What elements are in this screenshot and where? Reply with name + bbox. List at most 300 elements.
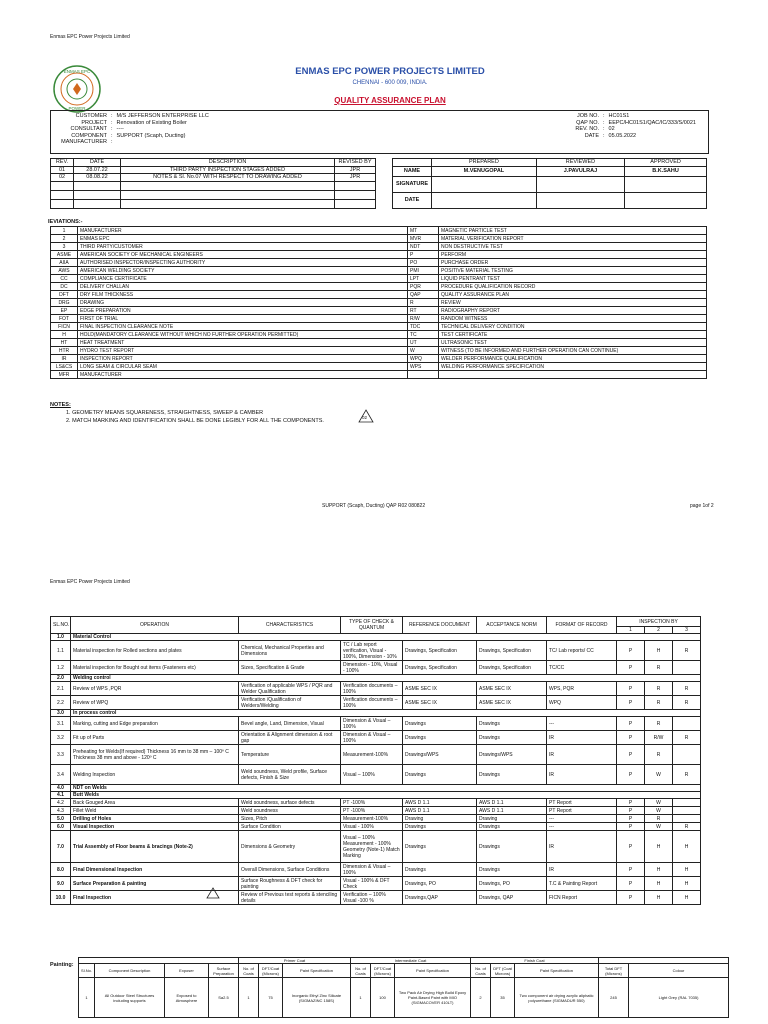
abbr-cell: THIRD PARTY/CUSTOMER	[78, 243, 408, 251]
cell-ref: Drawings	[403, 731, 477, 745]
abbr-cell: 1	[51, 227, 78, 235]
sig-cell	[625, 192, 707, 208]
cell-ch: Verification of applicable WPS / PQR and Welder Qualification	[239, 682, 341, 696]
rev-cell: 08.08.22	[74, 174, 121, 182]
abbr-row	[51, 355, 707, 363]
cell-tc: Visual – 100%	[341, 765, 403, 785]
cell-fmt: PT Report	[547, 799, 617, 807]
cell-op: Material inspection for Rolled sections and plates	[71, 641, 239, 661]
cell-acc: Drawings	[477, 765, 547, 785]
abbr-cell: WELDER PERFORMANCE QUALIFICATION	[439, 355, 707, 363]
section-title: Welding control	[71, 675, 701, 682]
cell-acc: Drawings	[477, 823, 547, 831]
abbr-cell: UT	[408, 339, 439, 347]
abbr-cell: EP	[51, 307, 78, 315]
abbr-cell: TC	[408, 331, 439, 339]
table-row	[393, 192, 707, 208]
table-row	[51, 661, 701, 675]
abbr-cell: LS&CS	[51, 363, 78, 371]
abbr-cell: QAP	[408, 291, 439, 299]
info-value: 05.05.2022	[608, 132, 637, 139]
sl-cell: 4.1	[51, 792, 71, 799]
cell-op: Welding Inspection	[71, 765, 239, 785]
cell-c: H	[673, 891, 701, 905]
abbr-cell: PO	[408, 259, 439, 267]
table-row	[393, 166, 707, 176]
sig-cell	[536, 176, 624, 192]
abbr-cell: WPS	[408, 363, 439, 371]
cell-c: R	[673, 641, 701, 661]
cell-b: W	[645, 807, 673, 815]
paint-col-header: No. of Coats	[471, 964, 491, 978]
abbr-cell: MVR	[408, 235, 439, 243]
abbr-row	[51, 323, 707, 331]
sig-cell	[432, 176, 537, 192]
paint-group-header: Intermediate Coat	[351, 958, 471, 964]
abbr-cell: LONG SEAM & CIRCULAR SEAM	[78, 363, 408, 371]
cell-tc: TC / Lab report verification, Visual - 100%, Dimension - 10%	[341, 641, 403, 661]
cell-ch: Temperature	[239, 745, 341, 765]
cell-acc: Drawings	[477, 863, 547, 877]
abbr-cell: R	[408, 299, 439, 307]
paint-group-header: Finish Coat	[471, 958, 599, 964]
cell-b: W	[645, 765, 673, 785]
paint-cell: Light Grey (RAL 7035)	[629, 978, 729, 1018]
abbr-cell: DELIVERY CHALLAN	[78, 283, 408, 291]
cell-fmt: PT Report	[547, 807, 617, 815]
paint-col-header: Component Description	[95, 964, 165, 978]
info-value: SUPPORT (Scaph, Ducting)	[116, 132, 186, 139]
info-value	[115, 139, 211, 146]
abbr-cell: AMERICAN WELDING SOCIETY	[78, 267, 408, 275]
paint-cell: Inorganic Ethyl Zinc Silicate (SIGMAZINC 158S)	[283, 978, 351, 1018]
cell-sl: 5.0	[51, 815, 71, 823]
abbr-row	[51, 275, 707, 283]
rev-header: DATE	[74, 159, 121, 167]
abbr-cell: HT	[51, 339, 78, 347]
abbr-cell: MAGNETIC PARTICLE TEST	[439, 227, 707, 235]
paint-col-header: DFT/Coat (Microns)	[371, 964, 395, 978]
abbr-row	[51, 371, 707, 379]
table-row	[51, 877, 701, 891]
table-row	[51, 190, 376, 199]
paint-cell: Two component air drying acrylic aliphatic polyurethane (SIGMADUR 550)	[515, 978, 599, 1018]
cell-op: Marking, cutting and Edge preparation	[71, 717, 239, 731]
cell-fmt: IR	[547, 831, 617, 863]
sig-header: APPROVED	[625, 159, 707, 167]
rev-header: REV.	[51, 159, 74, 167]
abbr-cell: WELDING PERFORMANCE SPECIFICATION	[439, 363, 707, 371]
cell-op: Fit up of Parts	[71, 731, 239, 745]
cell-fmt: IR	[547, 765, 617, 785]
info-value: EEPC/HC01S1/QAC/IC/333/S/0021	[608, 119, 696, 126]
abbr-cell: CC	[51, 275, 78, 283]
cell-tc: Visual - 100% & DFT Check	[341, 877, 403, 891]
table-row	[51, 891, 701, 905]
table-row	[393, 176, 707, 192]
cell-ch: Weld soundness, Weld profile, Surface defects, Finish & Size	[239, 765, 341, 785]
abbr-cell: HEAT TREATMENT	[78, 339, 408, 347]
cell-b: H	[645, 641, 673, 661]
abbr-row	[51, 339, 707, 347]
sig-header: REVIEWED	[536, 159, 624, 167]
sl-cell: 4.0	[51, 785, 71, 792]
rev-header: DESCRIPTION	[121, 159, 335, 167]
abbr-cell: TEST CERTIFICATE	[439, 331, 707, 339]
cell-fmt: FICN Report	[547, 891, 617, 905]
revision-table	[50, 158, 376, 209]
cell-ch: Chemical, Mechanical Properties and Dimensions	[239, 641, 341, 661]
abbr-cell: W	[408, 347, 439, 355]
paint-col-header: Exposer	[165, 964, 209, 978]
cell-a: P	[617, 661, 645, 675]
cell-sl: 4.3	[51, 807, 71, 815]
cell-ref: Drawings, PO	[403, 877, 477, 891]
company-name: ENMAS EPC POWER PROJECTS LIMITED	[295, 66, 485, 77]
abbreviations-title: IEVIATIONS:-	[48, 219, 83, 225]
section-row	[51, 785, 701, 792]
cell-sl: 3.2	[51, 731, 71, 745]
abbr-cell: PURCHASE ORDER	[439, 259, 707, 267]
section-row	[51, 675, 701, 682]
cell-b: H	[645, 863, 673, 877]
cell-ch: Weld soundness	[239, 807, 341, 815]
abbr-cell: NDT	[408, 243, 439, 251]
abbr-cell: MATERIAL VERIFICATION REPORT	[439, 235, 707, 243]
info-label: CONSULTANT	[70, 126, 107, 132]
paint-cell: Sa2.5	[209, 978, 239, 1018]
abbr-cell: FIRST OF TRIAL	[78, 315, 408, 323]
cell-sl: 3.1	[51, 717, 71, 731]
page1-footer-center: SUPPORT (Scaph, Ducting) QAP R02 080822	[322, 503, 426, 509]
info-label: MANUFACTURER	[61, 139, 107, 145]
cell-op: Drilling of Holes	[71, 815, 239, 823]
cell-fmt: IR	[547, 863, 617, 877]
abbr-cell: R/W	[408, 315, 439, 323]
cell-b: R	[645, 717, 673, 731]
cell-a: P	[617, 765, 645, 785]
cell-ch: Surface Roughness & DFT check for painting	[239, 877, 341, 891]
abbr-cell: MFR	[51, 371, 78, 379]
abbr-cell: AIIA	[51, 259, 78, 267]
abbr-cell: FICN	[51, 323, 78, 331]
cell-tc: Dimension & Visual – 100%	[341, 731, 403, 745]
cell-ref: ASME SEC IX	[403, 682, 477, 696]
col-header-insp-3: 3	[673, 627, 701, 634]
company-city: CHENNAI - 600 009, INDIA.	[352, 80, 428, 86]
table-row	[51, 823, 701, 831]
paint-cell: Two Pack Air Drying High Build Epoxy Paint-Based Paint with MIO (SIGMACOVER 410LT)	[395, 978, 471, 1018]
cell-ref: ASME SEC IX	[403, 696, 477, 710]
abbr-cell: H	[51, 331, 78, 339]
cell-b: H	[645, 831, 673, 863]
col-header-format: FORMAT OF RECORD	[547, 617, 617, 634]
cell-b: R/W	[645, 731, 673, 745]
revision-triangle-icon	[358, 409, 374, 423]
rev-cell: JPR	[335, 166, 376, 174]
paint-col-header: Paint Specification	[283, 964, 351, 978]
cell-sl: 10.0	[51, 891, 71, 905]
abbr-cell: ASME	[51, 251, 78, 259]
rev-cell: THIRD PARTY INSPECTION STAGES ADDED	[121, 166, 335, 174]
col-header-characteristics: CHARACTERISTICS	[239, 617, 341, 634]
cell-sl: 9.0	[51, 877, 71, 891]
section-title: Material Control	[71, 634, 701, 641]
sig-header	[393, 159, 432, 167]
company-logo	[52, 64, 102, 114]
cell-op: Back Gouged Area	[71, 799, 239, 807]
cell-acc: Drawing	[477, 815, 547, 823]
abbr-cell: 2	[51, 235, 78, 243]
info-label: CUSTOMER	[75, 113, 107, 119]
table-row	[51, 696, 701, 710]
cell-sl: 7.0	[51, 831, 71, 863]
section-title: Butt Welds	[71, 792, 701, 799]
page2-header-left: Enmas EPC Power Projects Limited	[50, 579, 130, 585]
cell-ch: Surface Condition	[239, 823, 341, 831]
cell-acc: ASME SEC IX	[477, 696, 547, 710]
cell-c	[673, 745, 701, 765]
info-label: JOB NO.	[576, 113, 599, 119]
abbr-cell: AWS	[51, 267, 78, 275]
abbr-cell: WITNESS (TO BE INFORMED AND FURTHER OPERATION CAN CONTINUE)	[439, 347, 707, 355]
rev-cell: NOTES & Sl. No.07 WITH RESPECT TO DRAWING ADDED	[121, 174, 335, 182]
cell-op: Trial Assembly of Floor beams & bracings (Note-2)	[71, 831, 239, 863]
cell-fmt: TC/CC	[547, 661, 617, 675]
paint-col-header: Colour	[629, 964, 729, 978]
cell-ref: Drawing	[403, 815, 477, 823]
info-right-table: JOB NO. : HC01S1 QAP NO. : EEPC/HC01S1/QAC/IC/333/S/0021 REV. NO. : 02 DATE : 05.05.2022	[557, 113, 698, 139]
cell-ref: AWS D 1.1	[403, 807, 477, 815]
abbr-cell: 3	[51, 243, 78, 251]
abbr-cell	[408, 371, 439, 379]
cell-c: R	[673, 823, 701, 831]
cell-a: P	[617, 717, 645, 731]
abbr-cell: INSPECTION REPORT	[78, 355, 408, 363]
cell-op: Final Dimensional Inspection	[71, 863, 239, 877]
cell-op: Review of WPS ,PQR	[71, 682, 239, 696]
paint-col-header: Paint Specification	[395, 964, 471, 978]
cell-ch: Sizes, Pitch	[239, 815, 341, 823]
paint-cell: 1	[79, 978, 95, 1018]
abbr-cell: PMI	[408, 267, 439, 275]
col-header-type-check: TYPE OF CHECK & QUANTUM	[341, 617, 403, 634]
abbr-row	[51, 299, 707, 307]
table-row	[51, 745, 701, 765]
cell-tc: Visual – 100% Measurement - 100% Geometry (Note-1) Match Marking	[341, 831, 403, 863]
cell-c	[673, 799, 701, 807]
cell-tc: PT -100%	[341, 807, 403, 815]
abbr-cell: POSITIVE MATERIAL TESTING	[439, 267, 707, 275]
paint-col-header: No. of Coats	[239, 964, 259, 978]
info-value: ----	[116, 126, 124, 132]
rev-cell: JPR	[335, 174, 376, 182]
table-row	[51, 199, 376, 208]
cell-fmt: TC/ Lab reports/ CC	[547, 641, 617, 661]
table-row	[51, 863, 701, 877]
sig-cell	[536, 192, 624, 208]
cell-ch: Review of Previous test reports & stenciling details	[239, 891, 341, 905]
cell-fmt: ---	[547, 717, 617, 731]
info-block	[50, 110, 709, 154]
cell-b: H	[645, 877, 673, 891]
abbr-cell: EDGE PREPARATION	[78, 307, 408, 315]
paint-col-header: Total DFT (Microns)	[599, 964, 629, 978]
abbr-row	[51, 347, 707, 355]
logo-emblem-icon	[52, 64, 102, 114]
cell-c: H	[673, 831, 701, 863]
info-label: REV. NO.	[575, 126, 599, 132]
cell-fmt: WPQ	[547, 696, 617, 710]
abbr-cell: DC	[51, 283, 78, 291]
abbr-cell: DRG	[51, 299, 78, 307]
col-header-inspection: INSPECTION BY	[617, 617, 701, 627]
cell-fmt: ---	[547, 815, 617, 823]
rev-cell: 02	[51, 174, 74, 182]
sig-cell	[432, 192, 537, 208]
cell-tc: Measurement-100%	[341, 815, 403, 823]
cell-c: R	[673, 696, 701, 710]
paint-cell: 245	[599, 978, 629, 1018]
cell-ch: Dimensions & Geometry	[239, 831, 341, 863]
col-header-insp-2: 2	[645, 627, 673, 634]
section-title: In process control	[71, 710, 701, 717]
abbr-cell: DRY FILM THICKNESS	[78, 291, 408, 299]
paint-col-header: Paint Specification	[515, 964, 599, 978]
cell-ch: Orientation & Alignment dimension & root gap	[239, 731, 341, 745]
cell-acc: AWS D 1.1	[477, 807, 547, 815]
rev-header: REVISED BY	[335, 159, 376, 167]
cell-tc: Verification documents – 100%	[341, 682, 403, 696]
cell-b: R	[645, 815, 673, 823]
cell-b: R	[645, 661, 673, 675]
cell-ref: Drawings	[403, 717, 477, 731]
page1-footer-right: page 1of 2	[690, 503, 714, 509]
cell-ref: Drawings	[403, 823, 477, 831]
page1-header-left: Enmas EPC Power Projects Limited	[50, 34, 130, 40]
paint-cell: 75	[259, 978, 283, 1018]
cell-ch: Bevel angle, Land, Dimension, Visual	[239, 717, 341, 731]
sig-cell: J.PAVULRAJ	[536, 166, 624, 176]
sig-cell	[625, 176, 707, 192]
sl-cell: 1.0	[51, 634, 71, 641]
cell-a: P	[617, 807, 645, 815]
cell-sl: 6.0	[51, 823, 71, 831]
section-title: NDT on Welds	[71, 785, 701, 792]
info-value: HC01S1	[608, 113, 630, 119]
abbr-row	[51, 291, 707, 299]
cell-fmt: IR	[547, 731, 617, 745]
paint-col-header: DFT (Coat Microns)	[491, 964, 515, 978]
cell-tc: Verification – 100% Visual -100 %	[341, 891, 403, 905]
abbr-cell: P	[408, 251, 439, 259]
table-row	[51, 166, 376, 174]
info-label: COMPONENT	[71, 132, 107, 139]
table-row	[51, 641, 701, 661]
abbr-cell: HTR	[51, 347, 78, 355]
info-value: 02	[608, 126, 615, 132]
cell-op: Surface Preparation & painting	[71, 877, 239, 891]
col-header-operation: OPERATION	[71, 617, 239, 634]
cell-a: P	[617, 682, 645, 696]
info-value: Renovation of Existing Boiler	[116, 119, 187, 126]
sig-header: PREPARED	[432, 159, 537, 167]
abbr-row	[51, 235, 707, 243]
cell-fmt: ---	[547, 823, 617, 831]
info-label: PROJECT	[81, 119, 107, 126]
cell-op: Material inspection for Bought out items (Fasteners etc)	[71, 661, 239, 675]
section-row	[51, 710, 701, 717]
cell-fmt: IR	[547, 745, 617, 765]
table-row	[51, 181, 376, 190]
cell-tc: Verification documents – 100%	[341, 696, 403, 710]
paint-cell: 100	[371, 978, 395, 1018]
paint-cell: 2	[471, 978, 491, 1018]
abbr-cell: COMPLIANCE CERTIFICATE	[78, 275, 408, 283]
cell-tc: Dimension & Visual – 100%	[341, 717, 403, 731]
paint-cell: 35	[491, 978, 515, 1018]
painting-table	[78, 957, 729, 1018]
abbr-cell: PROCEDURE QUALIFICATION RECORD	[439, 283, 707, 291]
document-title: QUALITY ASSURANCE PLAN	[334, 96, 446, 105]
table-row	[51, 731, 701, 745]
abbr-cell	[439, 371, 707, 379]
sl-cell: 2.0	[51, 675, 71, 682]
cell-ch: Verification /Qualification of Welders/Welding	[239, 696, 341, 710]
cell-acc: Drawings	[477, 831, 547, 863]
abbr-row	[51, 251, 707, 259]
cell-ch: Weld soundness, surface defects	[239, 799, 341, 807]
note-item: 1. GEOMETRY MEANS SQUARENESS, STRAIGHTNESS, SWEEP & CAMBER	[66, 410, 264, 416]
abbr-row	[51, 363, 707, 371]
abbr-cell: ENMAS EPC	[78, 235, 408, 243]
cell-tc: Dimension & Visual – 100%	[341, 863, 403, 877]
cell-sl: 1.2	[51, 661, 71, 675]
cell-b: R	[645, 745, 673, 765]
abbr-cell: HYDRO TEST REPORT	[78, 347, 408, 355]
cell-ref: Drawings	[403, 831, 477, 863]
cell-acc: Drawings/WPS	[477, 745, 547, 765]
abbr-cell: RANDOM WITNESS	[439, 315, 707, 323]
info-label: DATE	[584, 132, 599, 139]
sig-cell: B.K.SAHU	[625, 166, 707, 176]
cell-acc: Drawings, PO	[477, 877, 547, 891]
cell-a: P	[617, 877, 645, 891]
cell-a: P	[617, 696, 645, 710]
table-row	[51, 682, 701, 696]
abbr-cell: DFT	[51, 291, 78, 299]
revision-marker-label: 02	[362, 415, 368, 420]
section-row	[51, 792, 701, 799]
paint-group-header: Primer Coat	[239, 958, 351, 964]
painting-label: Painting:	[50, 962, 74, 968]
abbr-cell: AMERICAN SOCIETY OF MECHANICAL ENGINEERS	[78, 251, 408, 259]
rev-cell: 28.07.22	[74, 166, 121, 174]
cell-a: P	[617, 745, 645, 765]
paint-cell: All Outdoor Steel Structures including supports	[95, 978, 165, 1018]
cell-op: Final Inspection	[71, 891, 239, 905]
cell-a: P	[617, 641, 645, 661]
sig-cell: SIGNATURE	[393, 176, 432, 192]
abbr-cell: WPQ	[408, 355, 439, 363]
cell-acc: Drawings, QAP	[477, 891, 547, 905]
cell-acc: AWS D 1.1	[477, 799, 547, 807]
cell-op: Preheating for Welds(If required) Thickness 16 mm to 38 mm – 100º C Thickness 38 mm and above - 120º C	[71, 745, 239, 765]
cell-acc: Drawings, Specification	[477, 641, 547, 661]
abbr-row	[51, 243, 707, 251]
col-header-reference: REFERENCE DOCUMENT	[403, 617, 477, 634]
cell-c: R	[673, 731, 701, 745]
